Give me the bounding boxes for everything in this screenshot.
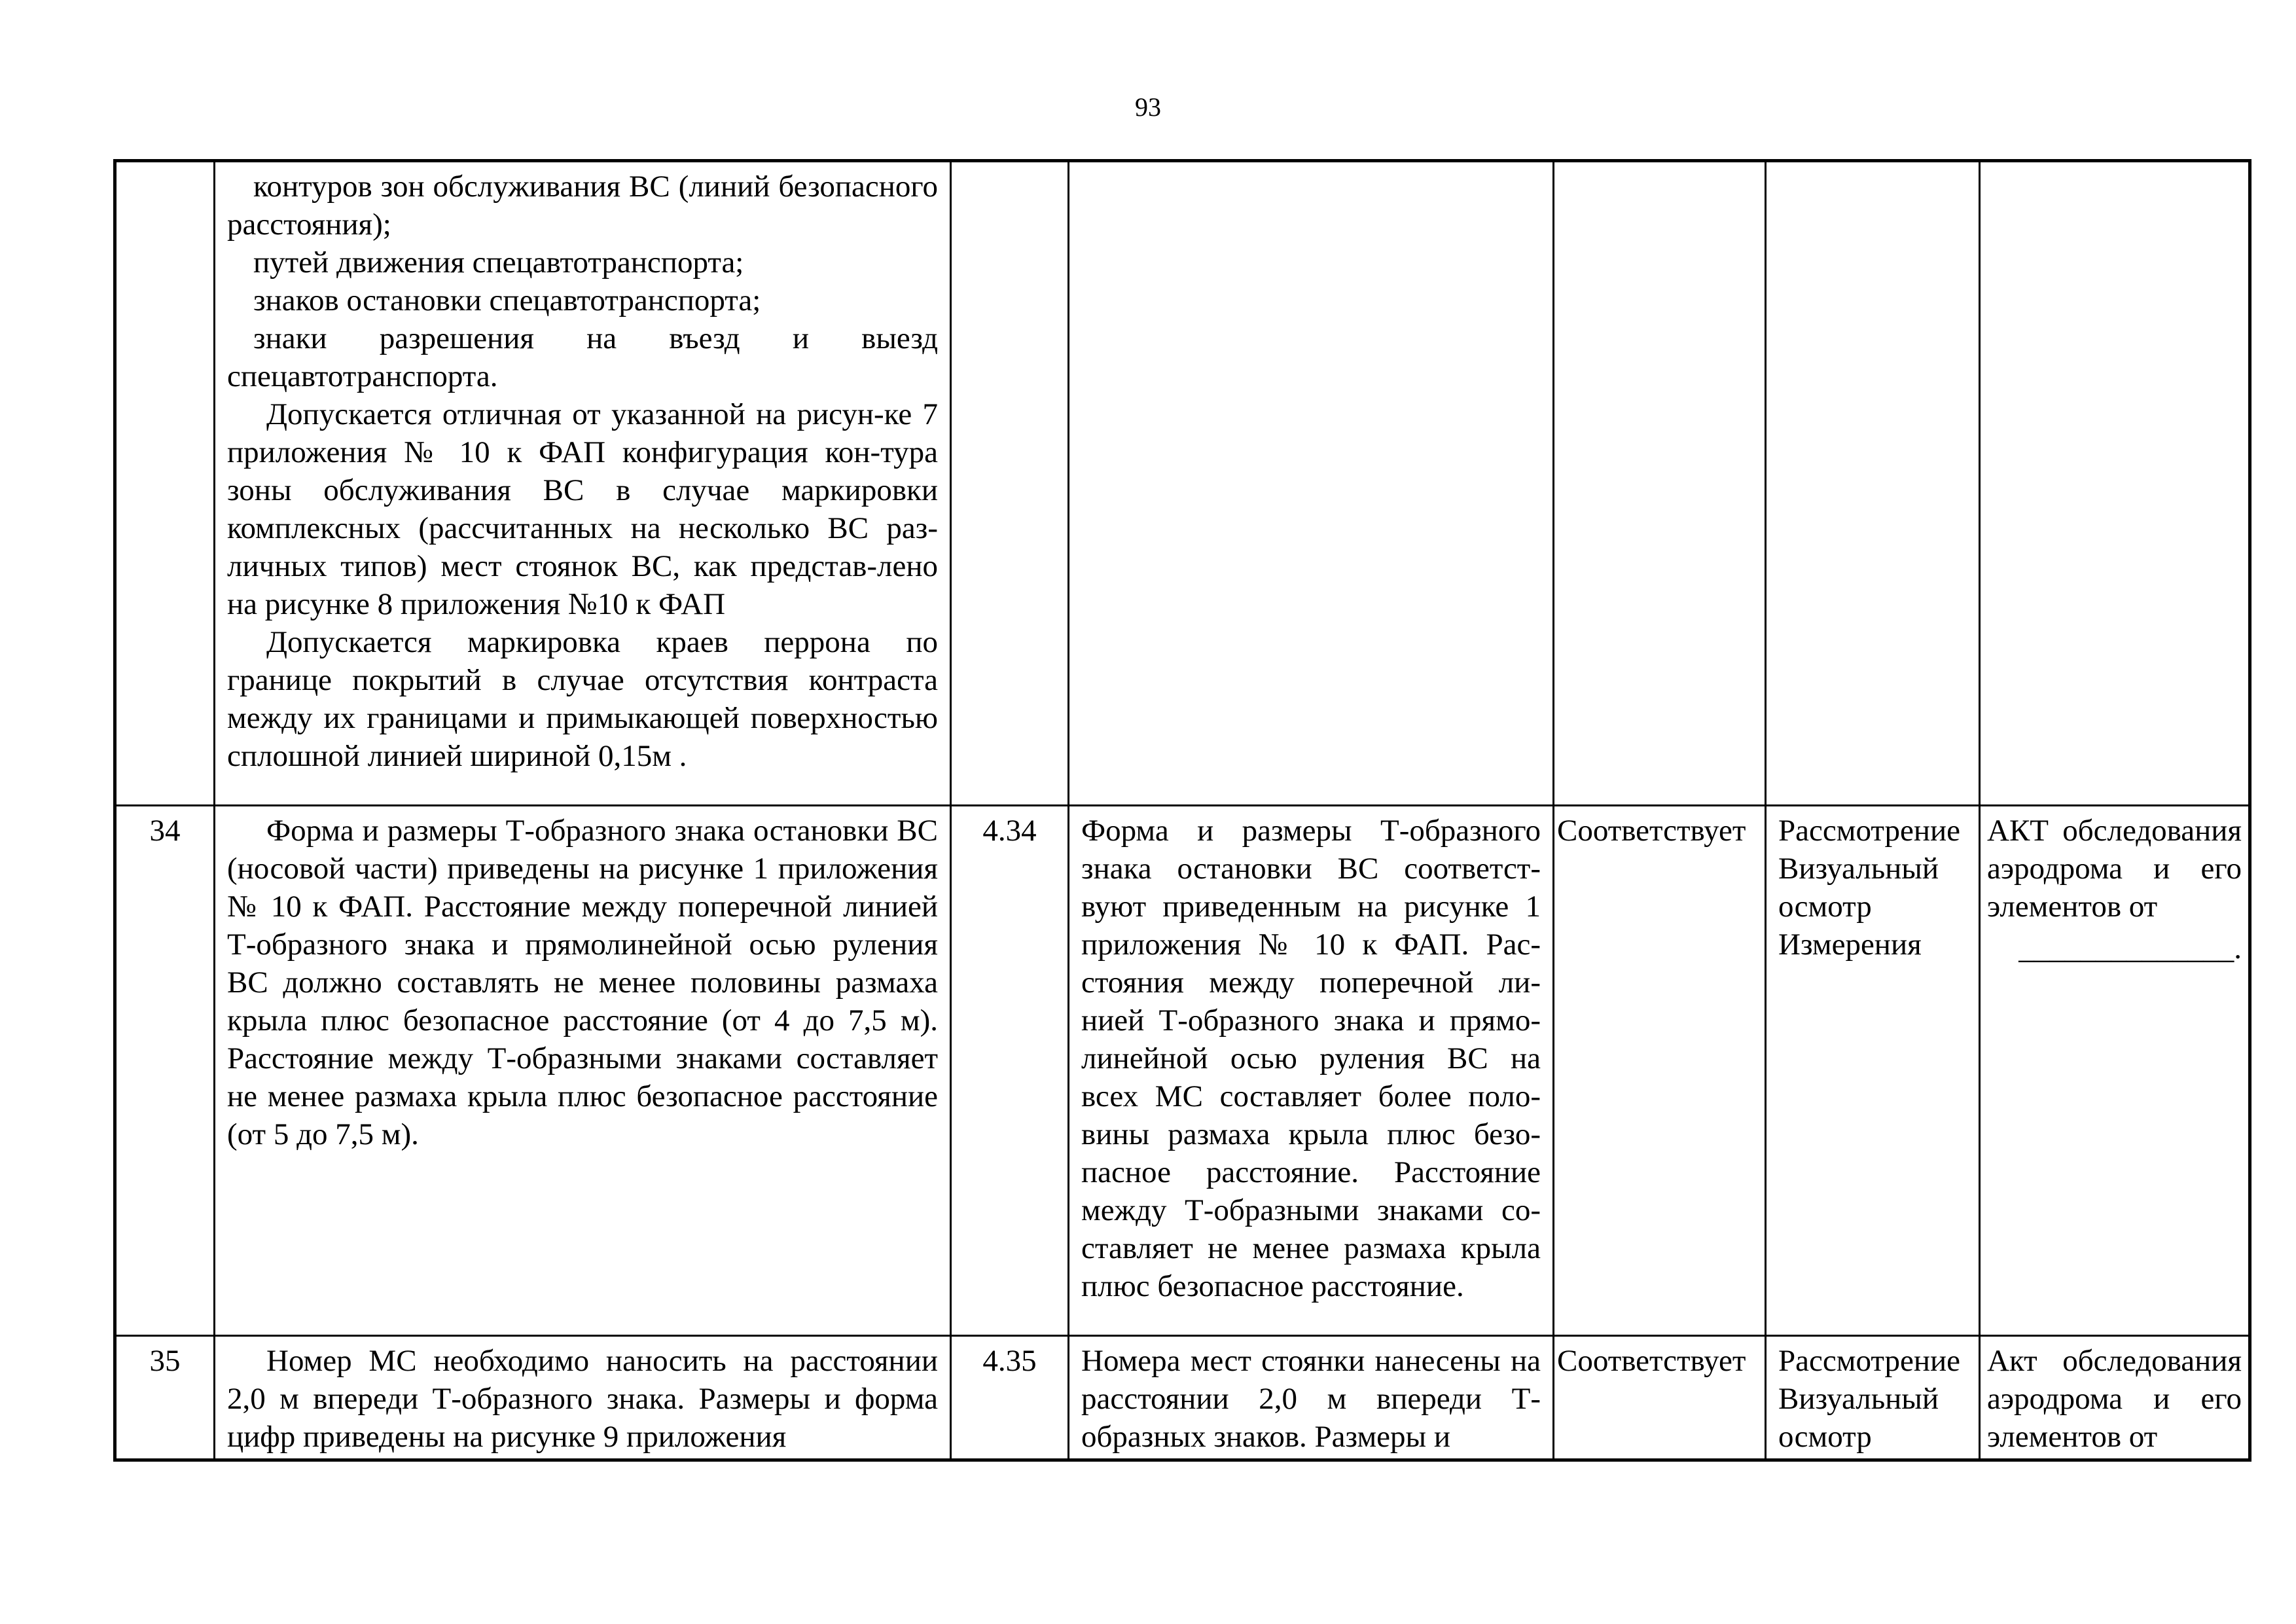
- actual-cell: Номера мест стоянки нанесены на расстоянии 2,0 м впереди Т-образных знаков. Размеры и: [1069, 1336, 1554, 1460]
- document-cell: [1980, 806, 2250, 1336]
- method-item: Визуальный осмотр: [1778, 1382, 1939, 1454]
- clause-cell: 4.35: [951, 1336, 1069, 1460]
- method-item: Рассмотрение: [1778, 814, 1960, 848]
- row-number-cell: 35: [115, 1336, 215, 1460]
- requirement-text: Форма и размеры Т-образного знака остановки ВС (носовой части) приведены на рисунке 1 приложения № 10 к ФАП. Расстояние между поперечной линией Т-образного знака и прямолинейной осью руления ВС должно составлять не менее половины размаха крыла плюс безопасное расстояние (от 4 до 7,5 м). Расстояние между Т-образными знаками составляет не менее размаха крыла плюс безопасное расстояние (от 5 до 7,5 м).: [227, 814, 938, 1151]
- requirement-cell: [215, 806, 951, 1336]
- compliance-table: [113, 159, 2251, 1462]
- method-item: Измерения: [1778, 928, 1922, 962]
- requirement-text: знаков остановки спецавтотранспорта;: [253, 283, 761, 317]
- method-cell: [1766, 1336, 1980, 1460]
- status-cell: [1554, 161, 1766, 806]
- page-number: 93: [1135, 92, 1161, 122]
- actual-cell: [1069, 161, 1554, 806]
- requirement-text: Допускается маркировка краев перрона по границе покрытий в случае отсутствия контраста между их границами и примыкающей поверхностью сплошной линией шириной 0,15м .: [227, 625, 938, 773]
- row-number-cell: [115, 161, 215, 806]
- clause-cell: 4.34: [951, 806, 1069, 1336]
- requirement-cell: [215, 1336, 951, 1460]
- row-number-cell: 34: [115, 806, 215, 1336]
- document-text: АКТ обследования аэродрома и его элементов от: [1987, 814, 2242, 924]
- date-blank: ______________.: [2018, 931, 2242, 965]
- requirement-text: Номер МС необходимо наносить на расстоянии 2,0 м впереди Т-образного знака. Размеры и форма цифр приведены на рисунке 9 приложения: [227, 1344, 938, 1454]
- method-item: Визуальный осмотр: [1778, 852, 1939, 924]
- table-row: [115, 1336, 2250, 1460]
- requirement-text: путей движения спецавтотранспорта;: [253, 245, 744, 280]
- status-cell: Соответствует: [1554, 806, 1766, 1336]
- clause-cell: [951, 161, 1069, 806]
- method-item: Рассмотрение: [1778, 1344, 1960, 1378]
- requirement-text: контуров зон обслуживания ВС (линий безопасного расстояния);: [227, 170, 938, 242]
- status-cell: Соответствует: [1554, 1336, 1766, 1460]
- actual-cell: Форма и размеры Т-образного знака остановки ВС соответст-вуют приведенным на рисунке 1 приложения № 10 к ФАП. Рас-стояния между поперечной ли-нией Т-образного знака и прямо-линейной осью руления ВС на всех МС составляет более поло-вины размаха крыла плюс безо-пасное расстояние. Расстояние между Т-образными знаками со-ставляет не менее размаха крыла плюс безопасное расстояние.: [1069, 806, 1554, 1336]
- requirement-text: знаки разрешения на въезд и выезд спецавтотранспорта.: [227, 321, 938, 393]
- table-row: [115, 806, 2250, 1336]
- method-cell: [1766, 161, 1980, 806]
- requirement-text: Допускается отличная от указанной на рисун-ке 7 приложения № 10 к ФАП конфигурация кон-тура зоны обслуживания ВС в случае маркировки комплексных (рассчитанных на несколько ВС раз-личных типов) мест стоянок ВС, как представ-лено на рисунке 8 приложения №10 к ФАП: [227, 397, 938, 621]
- document-cell: Акт обследования аэродрома и его элементов от: [1980, 1336, 2250, 1460]
- document-cell: [1980, 161, 2250, 806]
- requirement-cell: [215, 161, 951, 806]
- method-cell: [1766, 806, 1980, 1336]
- table-row: [115, 161, 2250, 806]
